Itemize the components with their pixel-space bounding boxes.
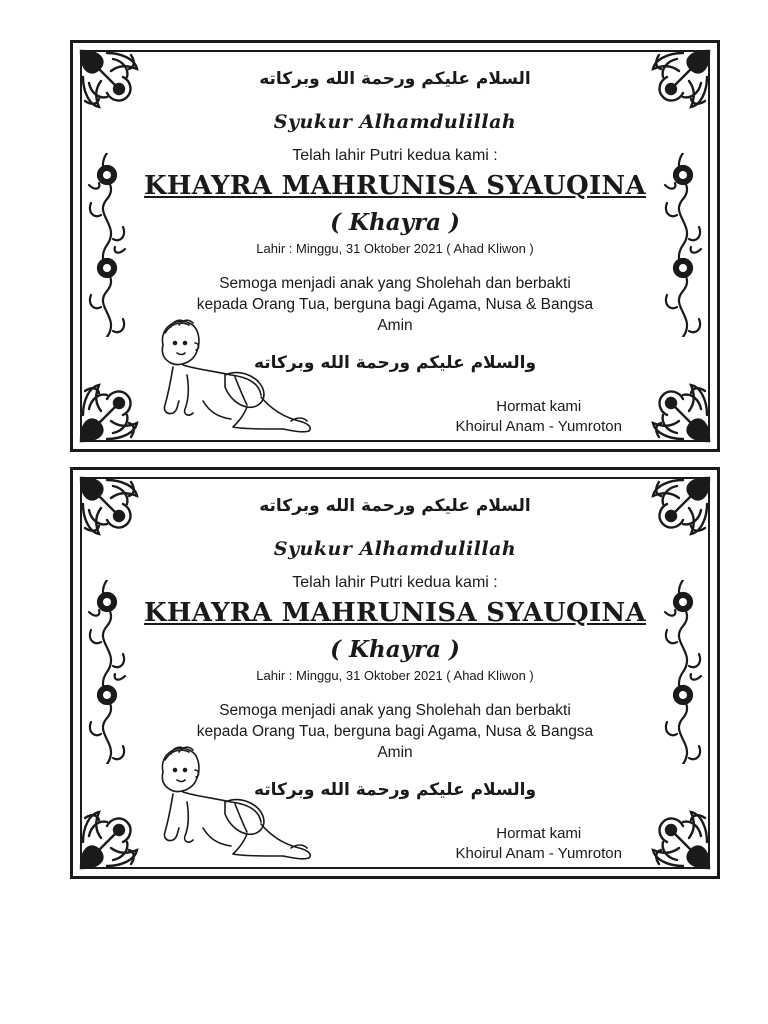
wish-line: Semoga menjadi anak yang Sholehah dan berbakti: [219, 702, 571, 719]
parents-names: Khoirul Anam - Yumroton: [455, 418, 622, 435]
signature-block: [456, 397, 622, 437]
ornamental-corner-icon: [77, 808, 141, 872]
birth-date: Lahir : Minggu, 31 Oktober 2021 ( Ahad Kliwon ): [256, 241, 534, 256]
wish-line: Semoga menjadi anak yang Sholehah dan berbakti: [219, 275, 571, 292]
baby-nickname: ( Khayra ): [330, 636, 460, 663]
ornamental-corner-icon: [649, 808, 713, 872]
announcement-card: [70, 467, 720, 879]
wish-line: kepada Orang Tua, berguna bagi Agama, Nusa & Bangsa: [196, 296, 594, 313]
wish-line: kepada Orang Tua, berguna bagi Agama, Nusa & Bangsa: [196, 723, 594, 740]
announcement-line: Telah lahir Putri kedua kami :: [292, 574, 498, 591]
arabic-closing: والسلام عليكم ورحمة الله وبركاته: [253, 353, 537, 373]
arabic-closing: والسلام عليكم ورحمة الله وبركاته: [253, 780, 537, 800]
ornamental-corner-icon: [649, 381, 713, 445]
syukur-heading: Syukur Alhamdulillah: [273, 111, 517, 133]
syukur-heading: Syukur Alhamdulillah: [273, 538, 517, 560]
wish-line: Amin: [377, 317, 413, 334]
parents-names: Khoirul Anam - Yumroton: [455, 845, 622, 862]
ornamental-corner-icon: [77, 381, 141, 445]
birth-date: Lahir : Minggu, 31 Oktober 2021 ( Ahad Kliwon ): [256, 668, 534, 683]
announcement-card: [70, 40, 720, 452]
crawling-baby-illustration: [143, 744, 323, 864]
signature-block: [456, 824, 622, 864]
arabic-greeting: السلام عليكم ورحمة الله وبركاته: [259, 69, 531, 89]
closing-text: Hormat kami: [496, 825, 582, 842]
crawling-baby-illustration: [143, 317, 323, 437]
baby-full-name: KHAYRA MAHRUNISA SYAUQINA: [144, 171, 646, 201]
baby-full-name: KHAYRA MAHRUNISA SYAUQINA: [144, 598, 646, 628]
baby-nickname: ( Khayra ): [330, 209, 460, 236]
arabic-greeting: السلام عليكم ورحمة الله وبركاته: [259, 496, 531, 516]
announcement-line: Telah lahir Putri kedua kami :: [292, 147, 498, 164]
closing-text: Hormat kami: [496, 398, 582, 415]
wish-line: Amin: [377, 744, 413, 761]
